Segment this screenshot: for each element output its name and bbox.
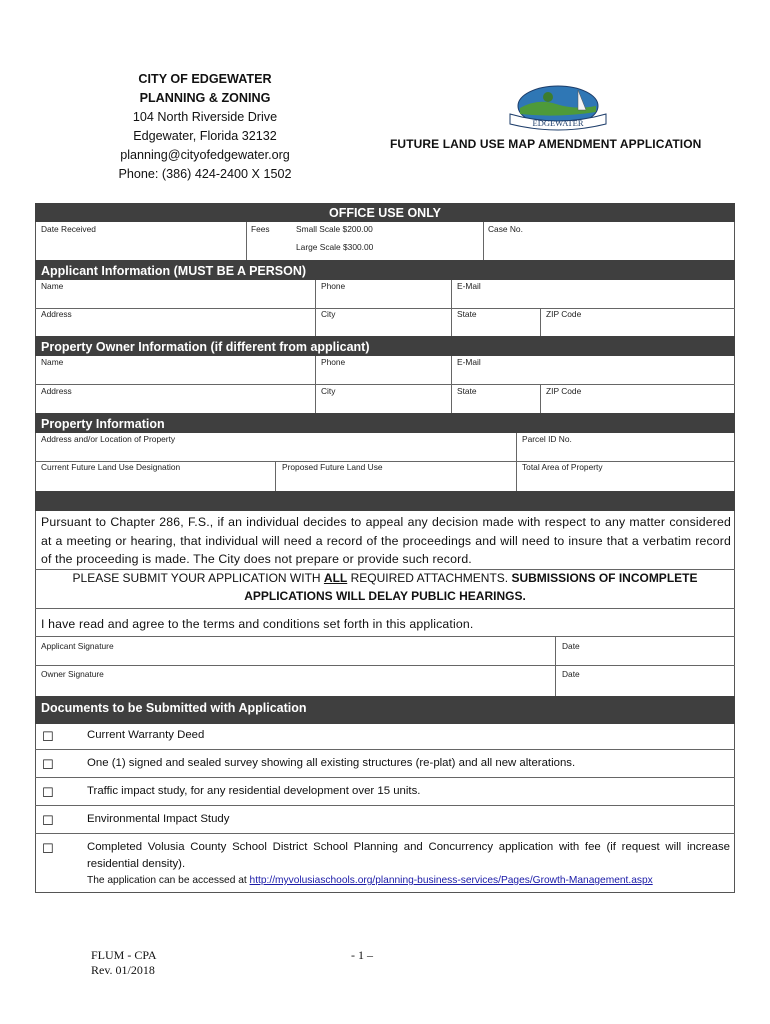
city-address: Edgewater, Florida 32132 [133, 129, 277, 143]
doc-item-school-concurrency: Completed Volusia County School District School Planning and Concurrency application with fee (if request will increase residential density). [87, 841, 730, 870]
agree-statement: I have read and agree to the terms and conditions set forth in this application. [41, 617, 474, 631]
page-number: - 1 – [351, 948, 373, 962]
doc-item-survey: One (1) signed and sealed survey showing all existing structures (re-plat) and all new alterations. [87, 757, 576, 769]
current-flu-field[interactable]: Current Future Land Use Designation [41, 462, 181, 472]
doc-item-environmental-study: Environmental Impact Study [87, 813, 230, 825]
owner-phone-field[interactable]: Phone [321, 357, 346, 367]
checkbox-school-concurrency[interactable]: ☐ [42, 841, 54, 856]
applicant-state-field[interactable]: State [457, 309, 477, 319]
applicant-zip-field[interactable]: ZIP Code [546, 309, 582, 319]
agency-header [100, 70, 310, 184]
total-area-field[interactable]: Total Area of Property [522, 462, 603, 472]
phone-number: Phone: (386) 424-2400 X 1502 [118, 167, 292, 181]
office-use-bar [35, 203, 735, 222]
owner-bar [35, 336, 735, 356]
checkbox-traffic-study[interactable]: ☐ [42, 785, 54, 800]
checkbox-environmental-study[interactable]: ☐ [42, 813, 54, 828]
case-no-label: Case No. [488, 224, 523, 234]
revision-date: Rev. 01/2018 [91, 963, 155, 977]
submit-prefix: PLEASE SUBMIT YOUR APPLICATION WITH [72, 571, 324, 585]
form-code: FLUM - CPA [91, 948, 157, 962]
appeal-notice: Pursuant to Chapter 286, F.S., if an individual decides to appeal any decision made with respect to any matter considered at a meeting or hearing, that individual will need a record of the proceedings and will need to insure that a verbatim record of the proceeding is made. The City does not prepare or provide such record. [41, 515, 731, 566]
applicant-signature-field[interactable]: Applicant Signature [41, 641, 114, 651]
owner-date-field[interactable]: Date [562, 669, 580, 679]
applicant-address-field[interactable]: Address [41, 309, 72, 319]
property-bar [35, 413, 735, 433]
checkbox-survey[interactable]: ☐ [42, 757, 54, 772]
doc-item-traffic-study: Traffic impact study, for any residential development over 15 units. [87, 785, 421, 797]
form-footer [91, 948, 157, 978]
doc-item-warranty-deed: Current Warranty Deed [87, 729, 205, 741]
proposed-flu-field[interactable]: Proposed Future Land Use [282, 462, 383, 472]
small-scale-fee: Small Scale $200.00 [296, 224, 373, 234]
submit-all: ALL [323, 571, 348, 585]
owner-email-field[interactable]: E-Mail [457, 357, 481, 367]
street-address: 104 North Riverside Drive [132, 110, 278, 124]
owner-state-field[interactable]: State [457, 386, 477, 396]
applicant-email-field[interactable]: E-Mail [457, 281, 481, 291]
applicant-name-field[interactable]: Name [41, 281, 64, 291]
checkbox-warranty-deed[interactable]: ☐ [42, 729, 54, 744]
office-use-title: OFFICE USE ONLY [328, 206, 442, 220]
submit-warning: SUBMISSIONS OF INCOMPLETE APPLICATIONS WILL DELAY PUBLIC HEARINGS. [244, 571, 698, 603]
growth-management-link[interactable]: http://myvolusiaschools.org/planning-business-services/Pages/Growth-Management.aspx [249, 875, 653, 886]
access-prefix: The application can be accessed at [87, 875, 250, 886]
form-title: FUTURE LAND USE MAP AMENDMENT APPLICATION [390, 137, 702, 151]
applicant-title: Applicant Information (MUST BE A PERSON) [41, 264, 307, 278]
submit-suffix: REQUIRED ATTACHMENTS. [347, 571, 512, 585]
applicant-date-field[interactable]: Date [562, 641, 580, 651]
applicant-bar [35, 260, 735, 280]
logo-text: EDGEWATER [532, 118, 584, 128]
property-location-field[interactable]: Address and/or Location of Property [41, 434, 176, 444]
parcel-id-field[interactable]: Parcel ID No. [522, 434, 572, 444]
owner-address-field[interactable]: Address [41, 386, 72, 396]
documents-bar [35, 696, 735, 724]
email-address: planning@cityofedgewater.org [120, 148, 290, 162]
large-scale-fee: Large Scale $300.00 [296, 242, 374, 252]
application-access-note [87, 875, 653, 886]
property-title: Property Information [41, 417, 165, 431]
owner-name-field[interactable]: Name [41, 357, 64, 367]
fees-label: Fees [251, 224, 270, 234]
city-logo [508, 84, 608, 134]
documents-title: Documents to be Submitted with Application [41, 701, 307, 715]
date-received-label: Date Received [41, 224, 96, 234]
owner-signature-field[interactable]: Owner Signature [41, 669, 104, 679]
owner-city-field[interactable]: City [321, 386, 336, 396]
applicant-city-field[interactable]: City [321, 309, 336, 319]
applicant-phone-field[interactable]: Phone [321, 281, 346, 291]
separator-bar [35, 491, 735, 511]
org-name: CITY OF EDGEWATER [138, 72, 272, 86]
submit-notice [35, 570, 735, 605]
owner-zip-field[interactable]: ZIP Code [546, 386, 582, 396]
department-name: PLANNING & ZONING [139, 91, 271, 105]
owner-title: Property Owner Information (if different from applicant) [41, 340, 370, 354]
